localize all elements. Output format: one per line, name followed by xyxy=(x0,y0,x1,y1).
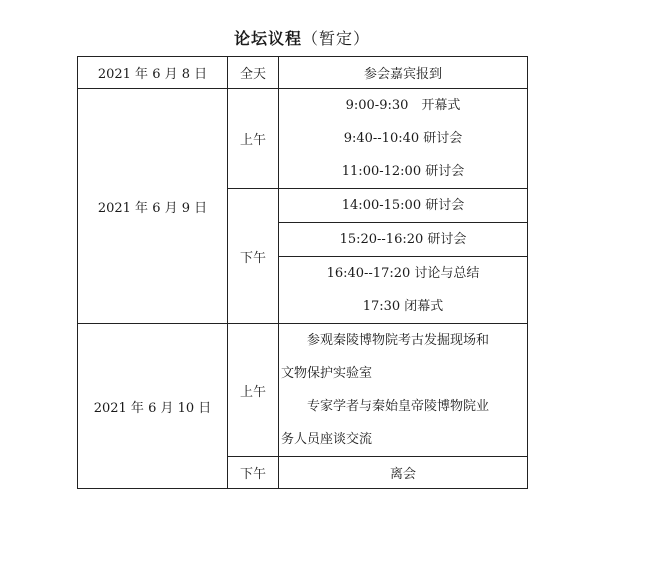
event-item: 16:40--17:20 讨论与总结 xyxy=(326,266,480,281)
table-row xyxy=(78,57,528,89)
period-cell-afternoon: 下午 xyxy=(228,457,279,489)
table-row xyxy=(78,89,528,189)
title-main: 论坛议程 xyxy=(233,29,302,48)
title-paren-close: ） xyxy=(353,29,371,48)
event-cell xyxy=(279,257,528,324)
period-cell-all-day: 全天 xyxy=(228,57,279,89)
period-cell-morning: 上午 xyxy=(228,324,279,457)
period-cell-morning: 上午 xyxy=(228,89,279,189)
day-date-cell: 2021 年 6 月 9 日 xyxy=(78,89,228,324)
period-cell-afternoon: 下午 xyxy=(228,189,279,324)
event-item: 文物保护实验室 xyxy=(281,366,373,381)
event-item: 9:00-9:30 开幕式 xyxy=(345,98,461,113)
event-cell xyxy=(279,89,528,189)
page-title xyxy=(0,26,604,49)
event-cell xyxy=(279,189,528,223)
event-item: 专家学者与秦始皇帝陵博物院业 xyxy=(307,399,490,414)
title-note: 暂定 xyxy=(319,29,354,48)
event-cell: 离会 xyxy=(279,457,528,489)
event-item: 17:30 闭幕式 xyxy=(362,299,444,314)
day-date-cell: 2021 年 6 月 10 日 xyxy=(78,324,228,489)
title-paren-open: （ xyxy=(301,29,319,48)
event-cell xyxy=(279,223,528,257)
event-item: 参观秦陵博物院考古发掘现场和 xyxy=(307,333,490,348)
event-cell: 参会嘉宾报到 xyxy=(279,57,528,89)
event-cell xyxy=(279,324,528,457)
event-item: 14:00-15:00 研讨会 xyxy=(341,198,465,213)
event-item: 9:40--10:40 研讨会 xyxy=(343,131,463,146)
table-row xyxy=(78,324,528,457)
day-date-cell: 2021 年 6 月 8 日 xyxy=(78,57,228,89)
event-item: 务人员座谈交流 xyxy=(281,432,373,447)
event-item: 15:20--16:20 研讨会 xyxy=(339,232,467,247)
agenda-table xyxy=(77,56,528,489)
event-item: 11:00-12:00 研讨会 xyxy=(341,164,465,179)
